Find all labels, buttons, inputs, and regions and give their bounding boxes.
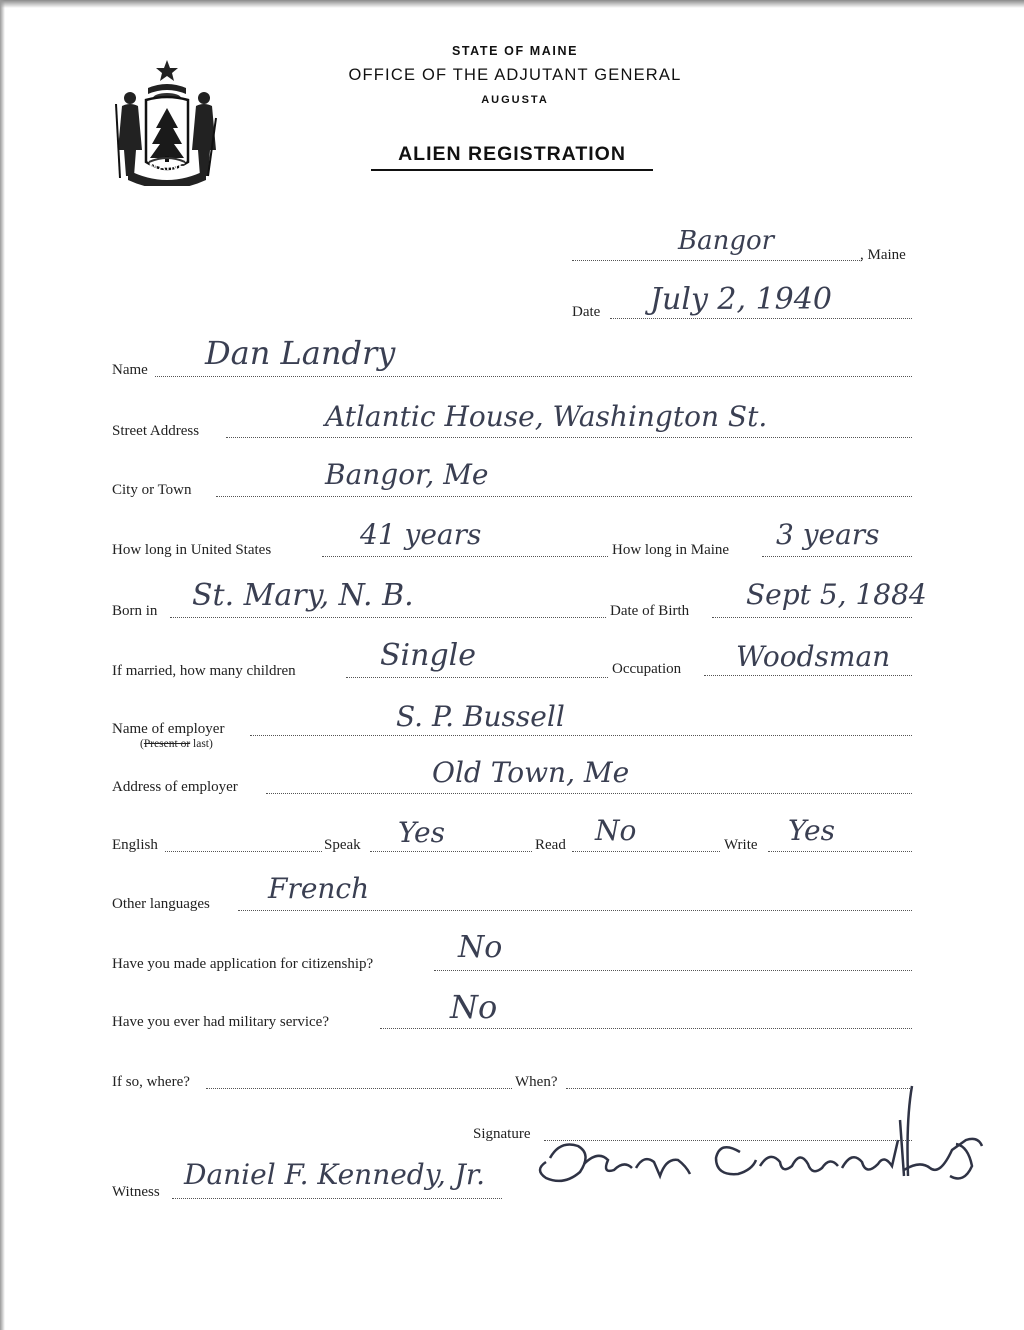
occupation-label: Occupation [612, 661, 682, 677]
when-label: When? [515, 1074, 558, 1090]
street-label: Street Address [112, 423, 200, 439]
dob-value: Sept 5, 1884 [746, 578, 927, 611]
date-line [610, 318, 912, 319]
city-line [216, 496, 912, 497]
born-value: St. Mary, N. B. [192, 578, 414, 613]
citizenship-line [434, 970, 912, 971]
employer-note-struck: Present or [143, 738, 191, 750]
signature-label: Signature [473, 1126, 531, 1142]
employer-note [140, 738, 213, 750]
street-line [226, 437, 912, 438]
date-label: Date [572, 304, 601, 320]
city-value: Bangor, Me [325, 458, 489, 491]
employer-label: Name of employer [112, 721, 225, 737]
occupation-value: Woodsman [736, 640, 891, 673]
scan-edge-top [0, 0, 1024, 8]
employer-note-rest: last) [190, 738, 213, 750]
read-line [572, 851, 720, 852]
read-label: Read [535, 837, 566, 853]
us-value: 41 years [360, 518, 482, 551]
citizenship-value: No [458, 930, 503, 965]
name-label: Name [112, 362, 148, 378]
speak-value: Yes [398, 816, 445, 849]
header-state: STATE OF MAINE [451, 44, 579, 58]
employer-note-open: ( [140, 738, 144, 750]
dob-label: Date of Birth [610, 603, 690, 619]
born-label: Born in [112, 603, 158, 619]
children-line [346, 677, 608, 678]
military-value: No [450, 988, 498, 1026]
us-label: How long in United States [112, 542, 272, 558]
dob-line [712, 617, 912, 618]
maine-line [762, 556, 912, 557]
citizenship-label: Have you made application for citizenship? [112, 956, 374, 972]
place-value: Bangor [678, 226, 775, 256]
signature-value [560, 1150, 566, 1151]
born-line [170, 617, 606, 618]
other-lang-value: French [268, 872, 370, 905]
english-label: English [112, 837, 158, 853]
write-value: Yes [788, 814, 835, 847]
occupation-line [704, 675, 912, 676]
place-line [572, 260, 862, 261]
military-label: Have you ever had military service? [112, 1014, 329, 1030]
emp-address-label: Address of employer [112, 779, 238, 795]
witness-label: Witness [112, 1184, 160, 1200]
other-lang-line [238, 910, 912, 911]
header-city: AUGUSTA [481, 94, 549, 106]
street-value: Atlantic House, Washington St. [325, 400, 768, 433]
children-label: If married, how many children [112, 663, 296, 679]
scan-edge-left [0, 0, 5, 1330]
emp-address-line [266, 793, 912, 794]
witness-line [172, 1198, 502, 1199]
us-line [322, 556, 608, 557]
employer-value: S. P. Bussell [396, 700, 565, 733]
maine-value: 3 years [776, 518, 880, 551]
speak-line [370, 851, 532, 852]
signature-handwriting [520, 1080, 990, 1200]
form-title: ALIEN REGISTRATION [371, 143, 653, 171]
military-line [380, 1028, 912, 1029]
where-line [206, 1088, 512, 1089]
where-label: If so, where? [112, 1074, 190, 1090]
employer-line [250, 735, 912, 736]
write-line [768, 851, 912, 852]
children-value: Single [380, 638, 477, 673]
witness-value: Daniel F. Kennedy, Jr. [184, 1158, 486, 1191]
date-value: July 2, 1940 [650, 282, 832, 317]
maine-label: How long in Maine [612, 542, 730, 558]
other-lang-label: Other languages [112, 896, 210, 912]
read-value: No [595, 814, 637, 847]
name-value: Dan Landry [205, 334, 396, 372]
english-line [165, 851, 322, 852]
city-label: City or Town [112, 482, 192, 498]
header-office: OFFICE OF THE ADJUTANT GENERAL [348, 66, 682, 84]
name-line [155, 376, 912, 377]
emp-address-value: Old Town, Me [432, 756, 630, 789]
seal-banner-text: MAINE [149, 162, 187, 173]
maine-suffix: , Maine [860, 247, 906, 263]
write-label: Write [724, 837, 758, 853]
speak-label: Speak [324, 837, 361, 853]
